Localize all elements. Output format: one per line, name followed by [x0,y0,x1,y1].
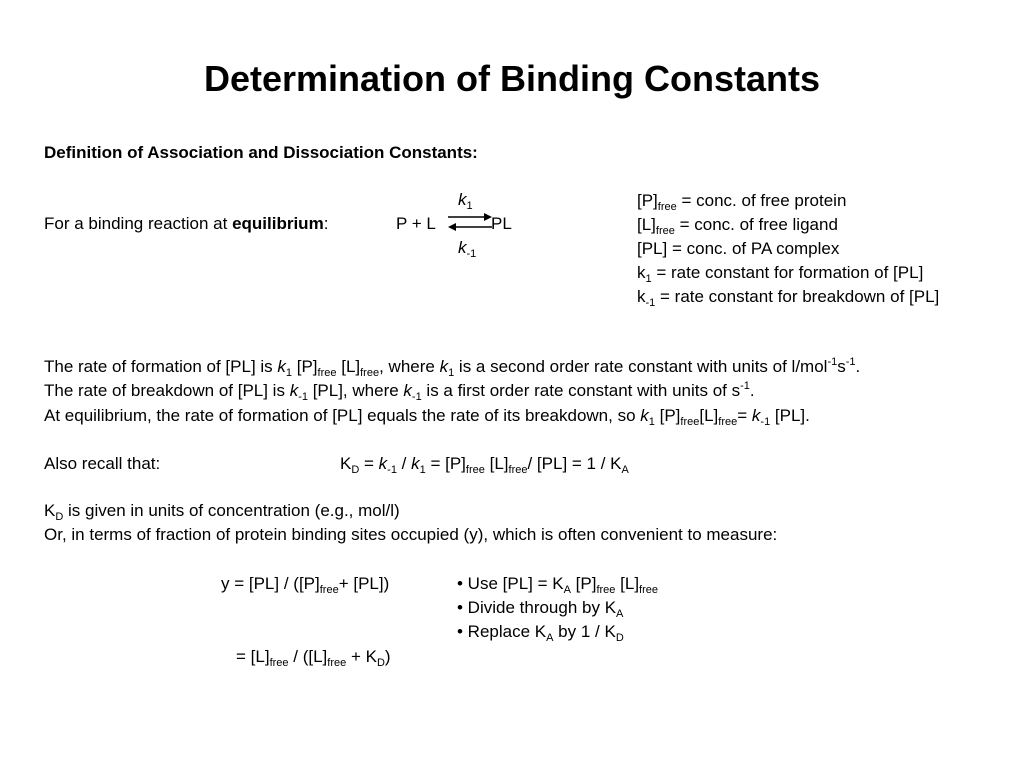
y-result [236,647,391,667]
text-run: The rate of breakdown of [PL] is [44,381,290,400]
subscript: D [376,657,385,669]
subscript: 1 [419,464,426,476]
text-run: = [359,454,379,473]
definition-item [637,263,923,283]
text-run: • Replace K [457,622,547,641]
k-symbol: k [640,406,649,425]
subscript: -1 [760,416,771,428]
section-heading: Definition of Association and Dissociation Constants: [44,143,478,162]
equilibrium-line [44,406,810,426]
superscript: -1 [845,356,856,368]
subscript: 1 [285,367,293,379]
subscript: free [596,584,616,596]
k-forward-label [458,190,473,210]
subscript: free [269,657,289,669]
text-run: [PL], where [307,381,404,400]
subscript: A [546,632,554,644]
fraction-intro-line: Or, in terms of fraction of protein binding sites occupied (y), which is often convenient to measure: [44,525,778,544]
k-reverse-symbol: k [458,238,467,257]
subscript: free [718,416,738,428]
text-run: [L] [615,574,640,593]
text-run: . [855,357,861,376]
y-equation [221,574,389,594]
text-run: [P] [654,406,681,425]
kd-units-line [44,501,400,521]
text-run: . [749,381,755,400]
text-run: [P] [570,574,597,593]
subscript: free [639,584,659,596]
text-run: , where [379,357,440,376]
text-run: y = [PL] / ([P] [221,574,320,593]
subscript: -1 [298,391,308,403]
text-run: [L] [699,406,719,425]
subscript: D [55,511,64,523]
subscript: 1 [648,416,655,428]
subscript: -1 [411,391,422,403]
text-run: K [340,454,352,473]
text-run: + [PL]) [338,574,390,593]
text-run: / ([L] [288,647,328,666]
definition-sub: free [655,225,675,237]
step-item [457,574,658,594]
k-symbol: k [277,357,286,376]
k-symbol: k [411,454,420,473]
subscript: -1 [387,464,397,476]
text-run: / [PL] = 1 / K [527,454,622,473]
subscript: A [621,464,629,476]
text-run: At equilibrium, the rate of formation of [PL] equals the rate of its breakdown, so [44,406,641,425]
subscript: D [351,464,360,476]
definition-term: [L] [637,215,656,234]
equilibrium-arrows-icon [446,210,494,234]
subscript: free [680,416,700,428]
step-item [457,622,624,642]
k-symbol: k [403,381,412,400]
k-symbol: k [289,381,299,400]
k-reverse-subscript: -1 [466,248,477,260]
subscript: free [327,657,347,669]
definition-text: = conc. of free protein [676,191,847,210]
text-run: is a first order rate constant with units of s [421,381,741,400]
reaction-intro [44,214,328,234]
text-run: + K [346,647,377,666]
text-run: The rate of formation of [PL] is [44,357,278,376]
text-run: ) [384,647,391,666]
text-run: / [396,454,412,473]
superscript: -1 [827,356,838,368]
text-run: s [837,357,846,376]
subscript: 1 [448,367,455,379]
k-reverse-label [458,238,476,258]
text-run: by 1 / K [553,622,616,641]
recall-label: Also recall that: [44,454,161,473]
subscript: free [465,464,485,476]
slide-title: Determination of Binding Constants [204,58,820,99]
k-symbol: k [378,454,388,473]
text-run: is given in units of concentration (e.g., mol/l) [63,501,400,520]
definition-term: [P] [637,191,658,210]
reaction-intro-colon: : [323,214,329,233]
text-run: is a second order rate constant with units of l/mol [454,357,828,376]
text-run: = [737,406,752,425]
reaction-lhs: P + L [396,214,436,233]
subscript: A [616,608,624,620]
definition-term: k [637,287,646,306]
definition-item [637,191,846,211]
k-forward-symbol: k [458,190,467,209]
text-run: [PL]. [770,406,810,425]
k-forward-subscript: 1 [466,200,473,212]
definition-term: [PL] = conc. of PA complex [637,239,840,258]
text-run: [L] [336,357,361,376]
subscript: A [563,584,571,596]
subscript: free [317,367,337,379]
k-symbol: k [751,406,761,425]
rate-formation-line [44,357,860,377]
text-run: [L] [484,454,509,473]
text-run: • Use [PL] = K [457,574,564,593]
definition-text: = rate constant for breakdown of [PL] [655,287,940,306]
definition-text: = rate constant for formation of [PL] [651,263,924,282]
text-run: • Divide through by K [457,598,617,617]
text-run: [P] [292,357,318,376]
reaction-rhs: PL [491,214,512,233]
text-run: K [44,501,56,520]
definition-term: k [637,263,646,282]
definition-sub: free [657,201,677,213]
text-run: = [L] [236,647,270,666]
definition-item [637,239,839,259]
subscript: free [508,464,528,476]
equilibrium-bold: equilibrium [232,214,324,233]
definition-item [637,215,838,235]
reaction-intro-text: For a binding reaction at [44,214,233,233]
subscript: free [360,367,380,379]
subscript: D [615,632,624,644]
definition-item [637,287,939,307]
definition-sub: -1 [645,297,656,309]
rate-breakdown-line [44,381,755,401]
subscript: free [319,584,339,596]
step-item [457,598,623,618]
superscript: -1 [740,380,750,392]
definition-sub: 1 [645,273,652,285]
definition-text: = conc. of free ligand [674,215,838,234]
k-symbol: k [439,357,449,376]
text-run: = [P] [425,454,466,473]
kd-equation [340,454,629,474]
